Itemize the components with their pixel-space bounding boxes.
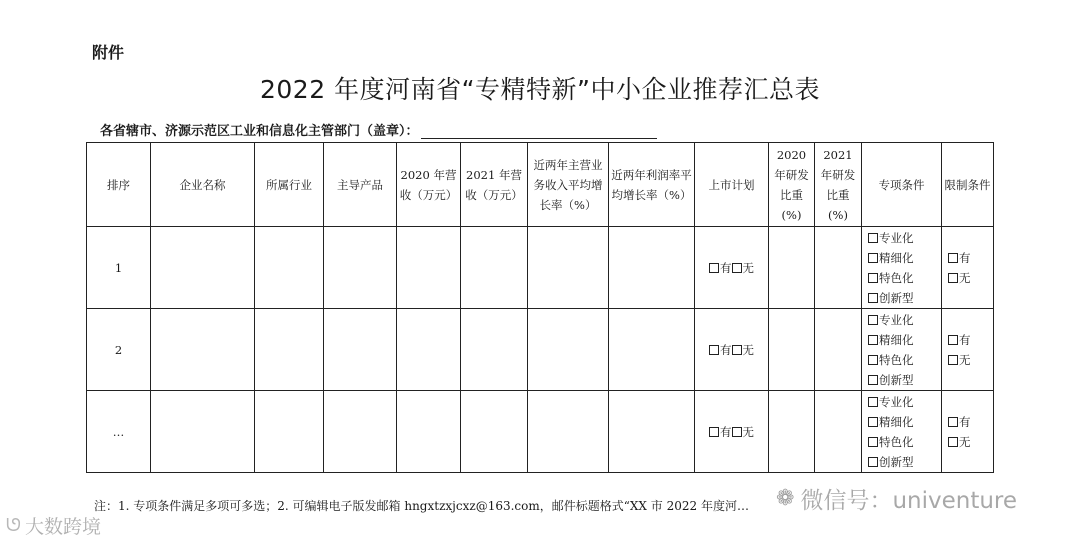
rd2020-cell[interactable]	[769, 309, 815, 391]
industry-cell[interactable]	[255, 309, 324, 391]
checkbox-limit-no[interactable]	[948, 355, 958, 365]
special-option-label: 创新型	[879, 454, 914, 469]
header-rev2020: 2020 年营收（万元）	[397, 143, 461, 227]
checkbox-listing-yes[interactable]	[709, 345, 719, 355]
header-profit-growth: 近两年利润率平均增长率（%）	[609, 143, 695, 227]
product-cell[interactable]	[324, 227, 397, 309]
special-option-label: 创新型	[879, 372, 914, 387]
checkbox-special[interactable]	[868, 293, 878, 303]
rd2020-cell[interactable]	[769, 227, 815, 309]
checkbox-special[interactable]	[868, 253, 878, 263]
rev2021-cell[interactable]	[461, 309, 528, 391]
rev2020-cell[interactable]	[397, 309, 461, 391]
checkbox-special[interactable]	[868, 417, 878, 427]
checkbox-limit-yes[interactable]	[948, 417, 958, 427]
checkbox-limit-yes[interactable]	[948, 253, 958, 263]
header-rev2021: 2021 年营收（万元）	[461, 143, 528, 227]
product-cell[interactable]	[324, 391, 397, 473]
attachment-label: 附件	[92, 43, 125, 62]
rd2021-cell[interactable]	[815, 391, 862, 473]
weibo-watermark	[6, 512, 101, 539]
main-growth-cell[interactable]	[528, 391, 609, 473]
special-option-label: 精细化	[879, 414, 914, 429]
header-special: 专项条件	[862, 143, 942, 227]
header-rd2021: 2021 年研发比重(%)	[815, 143, 862, 227]
summary-table	[86, 142, 994, 473]
weibo-icon: ᘎ	[6, 515, 21, 536]
product-cell[interactable]	[324, 309, 397, 391]
listing-cell	[695, 391, 769, 473]
special-option-label: 专业化	[879, 312, 914, 327]
special-option-label: 特色化	[879, 270, 914, 285]
footnote: 注：1. 专项条件满足多项可多选；2. 可编辑电子版发邮箱 hngxtzxjcxz@163.com，邮件标题格式“XX 市 2022 年度河…	[94, 499, 749, 513]
checkbox-listing-no[interactable]	[732, 345, 742, 355]
page-title: 2022 年度河南省“专精特新”中小企业推荐汇总表	[260, 75, 820, 104]
special-option-label: 特色化	[879, 434, 914, 449]
limit-cell	[942, 227, 994, 309]
table-row	[87, 227, 994, 309]
special-option-label: 精细化	[879, 332, 914, 347]
row-rank: 1	[87, 227, 151, 309]
listing-no-label: 无	[742, 342, 754, 357]
special-option-label: 创新型	[879, 290, 914, 305]
checkbox-special[interactable]	[868, 397, 878, 407]
checkbox-special[interactable]	[868, 375, 878, 385]
header-product: 主导产品	[324, 143, 397, 227]
special-cell	[862, 227, 942, 309]
checkbox-special[interactable]	[868, 355, 878, 365]
row-rank: 2	[87, 309, 151, 391]
rd2021-cell[interactable]	[815, 309, 862, 391]
org-signature-line	[421, 124, 657, 139]
listing-yes-label: 有	[720, 260, 732, 275]
rd2021-cell[interactable]	[815, 227, 862, 309]
limit-cell	[942, 309, 994, 391]
listing-cell	[695, 309, 769, 391]
checkbox-limit-yes[interactable]	[948, 335, 958, 345]
header-rd2020: 2020 年研发比重(%)	[769, 143, 815, 227]
main-growth-cell[interactable]	[528, 227, 609, 309]
profit-growth-cell[interactable]	[609, 391, 695, 473]
checkbox-special[interactable]	[868, 315, 878, 325]
limit-yes-label: 有	[959, 332, 971, 347]
checkbox-special[interactable]	[868, 437, 878, 447]
header-listing: 上市计划	[695, 143, 769, 227]
limit-no-label: 无	[959, 352, 971, 367]
checkbox-listing-no[interactable]	[732, 427, 742, 437]
rev2021-cell[interactable]	[461, 227, 528, 309]
industry-cell[interactable]	[255, 227, 324, 309]
listing-yes-label: 有	[720, 342, 732, 357]
special-option-label: 精细化	[879, 250, 914, 265]
checkbox-listing-yes[interactable]	[709, 427, 719, 437]
industry-cell[interactable]	[255, 391, 324, 473]
company-cell[interactable]	[151, 309, 255, 391]
listing-no-label: 无	[742, 424, 754, 439]
wechat-watermark-text: 微信号：univenture	[800, 488, 1018, 514]
special-cell	[862, 309, 942, 391]
weibo-watermark-text: 大数跨境	[24, 516, 101, 538]
listing-cell	[695, 227, 769, 309]
checkbox-special[interactable]	[868, 233, 878, 243]
header-rank: 排序	[87, 143, 151, 227]
limit-yes-label: 有	[959, 250, 971, 265]
checkbox-special[interactable]	[868, 335, 878, 345]
header-company: 企业名称	[151, 143, 255, 227]
checkbox-special[interactable]	[868, 457, 878, 467]
header-main-growth: 近两年主营业务收入平均增长率（%）	[528, 143, 609, 227]
org-line	[100, 120, 657, 139]
profit-growth-cell[interactable]	[609, 309, 695, 391]
special-option-label: 特色化	[879, 352, 914, 367]
rev2020-cell[interactable]	[397, 227, 461, 309]
row-rank: …	[87, 391, 151, 473]
limit-no-label: 无	[959, 270, 971, 285]
listing-no-label: 无	[742, 260, 754, 275]
checkbox-limit-no[interactable]	[948, 437, 958, 447]
org-label: 各省辖市、济源示范区工业和信息化主管部门（盖章）：	[100, 124, 419, 139]
special-option-label: 专业化	[879, 230, 914, 245]
limit-yes-label: 有	[959, 414, 971, 429]
main-growth-cell[interactable]	[528, 309, 609, 391]
special-cell	[862, 391, 942, 473]
company-cell[interactable]	[151, 227, 255, 309]
rd2020-cell[interactable]	[769, 391, 815, 473]
header-limit: 限制条件	[942, 143, 994, 227]
checkbox-special[interactable]	[868, 273, 878, 283]
checkbox-limit-no[interactable]	[948, 273, 958, 283]
special-option-label: 专业化	[879, 394, 914, 409]
profit-growth-cell[interactable]	[609, 227, 695, 309]
rev2021-cell[interactable]	[461, 391, 528, 473]
wechat-icon: ❁	[776, 486, 795, 511]
table-row	[87, 309, 994, 391]
wechat-watermark	[776, 482, 1017, 515]
table-header-row	[87, 143, 994, 227]
checkbox-listing-yes[interactable]	[709, 263, 719, 273]
table-row	[87, 391, 994, 473]
company-cell[interactable]	[151, 391, 255, 473]
listing-yes-label: 有	[720, 424, 732, 439]
rev2020-cell[interactable]	[397, 391, 461, 473]
limit-cell	[942, 391, 994, 473]
header-industry: 所属行业	[255, 143, 324, 227]
limit-no-label: 无	[959, 434, 971, 449]
checkbox-listing-no[interactable]	[732, 263, 742, 273]
